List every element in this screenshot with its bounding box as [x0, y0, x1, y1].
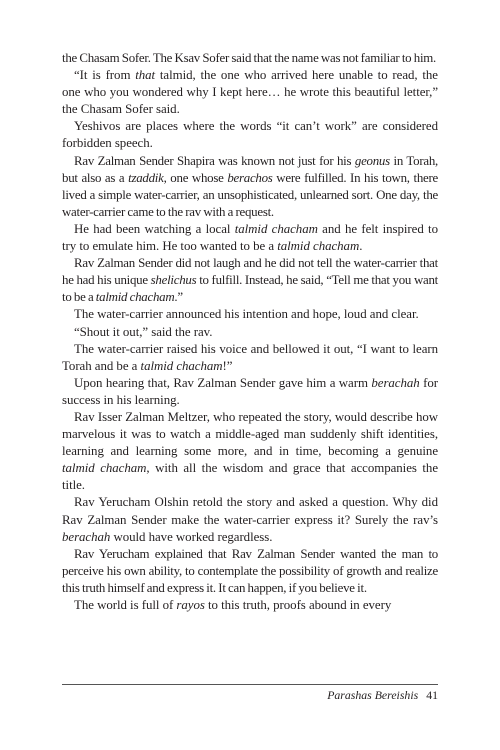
paragraph — [62, 546, 438, 597]
text-run: “It is from — [74, 68, 136, 83]
paragraph — [62, 324, 438, 341]
text-run: were fulfilled. In his town, there lived a simple water-carrier, an unsophisticated, unlearned sort. One day, the water-carrier came to the rav with a request. — [62, 170, 439, 219]
footer-rule — [62, 684, 438, 685]
body-text — [62, 50, 438, 614]
text-run: and he felt inspired to try to emulate him. He too wanted to be a — [62, 221, 438, 254]
page-number: 41 — [426, 688, 438, 702]
text-run: , one whose — [163, 170, 228, 185]
text-run: Rav Zalman Sender Shapira was known not just for his — [74, 153, 355, 168]
text-run: .” — [174, 290, 183, 305]
paragraph — [62, 221, 438, 255]
text-run: talmid, the one who arrived here unable to read, the one who you wondered why I kept here… he wrote this beautiful letter,” the Chasam Sofer said. — [62, 68, 438, 117]
paragraph — [62, 153, 438, 221]
italic-term: talmid chacham — [277, 239, 360, 254]
text-run: The world is full of — [74, 598, 177, 612]
italic-term: geonus — [354, 153, 390, 168]
text-run: !” — [222, 358, 233, 373]
italic-term: talmid chacham — [62, 461, 147, 476]
text-run: in Torah, but also as a — [62, 153, 439, 185]
text-run: would have worked regardless. — [110, 529, 273, 544]
text-run: The water-carrier announced his intention and hope, loud and clear. — [74, 307, 419, 322]
paragraph — [62, 306, 438, 323]
paragraph — [62, 409, 438, 494]
text-run: Rav Yerucham explained that Rav Zalman Sender wanted the man to perceive his own ability, to contemplate the possibility of growth and realize this truth himself and express it. It can happen, if you believe it. — [62, 546, 438, 595]
text-run: He had been watching a local — [74, 221, 235, 236]
page-footer — [327, 688, 438, 703]
text-run: Yeshivos are places where the words “it can’t work” are considered forbidden speech. — [62, 119, 438, 151]
text-run: . — [359, 239, 363, 254]
paragraph — [62, 118, 438, 152]
text-run: , with all the wisdom and grace that accompanies the title. — [62, 461, 438, 493]
text-run: Rav Yerucham Olshin retold the story and asked a question. Why did Rav Zalman Sender make the water-carrier express it? Surely the rav’s — [62, 495, 438, 527]
paragraph — [62, 494, 438, 545]
text-run: to this truth, proofs abound in every — [204, 598, 392, 612]
italic-term: berachos — [227, 170, 273, 185]
paragraph — [62, 255, 438, 306]
italic-term: talmid chacham — [234, 221, 318, 236]
text-run: the Chasam Sofer. The Ksav Sofer said that the name was not familiar to him. — [62, 51, 437, 65]
text-run: Upon hearing that, Rav Zalman Sender gave him a warm — [74, 375, 372, 390]
italic-term: berachah — [371, 375, 420, 390]
italic-term: talmid chacham — [95, 290, 175, 305]
italic-term: berachah — [62, 529, 111, 544]
text-run: Rav Zalman Sender did not laugh and he did not tell the water-carrier that he had his unique — [62, 256, 438, 288]
text-run: “Shout it out,” said the rav. — [74, 324, 213, 339]
text-run: for success in his learning. — [62, 375, 438, 407]
paragraph — [62, 67, 438, 118]
paragraph — [62, 375, 438, 409]
italic-term: shelichus — [150, 273, 197, 288]
running-title: Parashas Bereishis — [327, 688, 419, 702]
paragraph — [62, 597, 438, 614]
text-run: The water-carrier raised his voice and bellowed it out, “I want to learn Torah and be a — [62, 341, 438, 373]
italic-term: rayos — [176, 598, 205, 612]
italic-term: tzaddik — [128, 170, 164, 185]
text-run: Rav Isser Zalman Meltzer, who repeated the story, would describe how marvelous it was to watch a middle-aged man suddenly shift identities, learning and learning some more, and in time, becoming a genuine — [62, 409, 438, 459]
italic-term: that — [135, 68, 156, 83]
italic-term: talmid chacham — [140, 358, 223, 373]
paragraph — [62, 341, 438, 375]
paragraph — [62, 50, 438, 67]
text-run: to fulfill. Instead, he said, “Tell me that you want to be a — [62, 273, 438, 305]
